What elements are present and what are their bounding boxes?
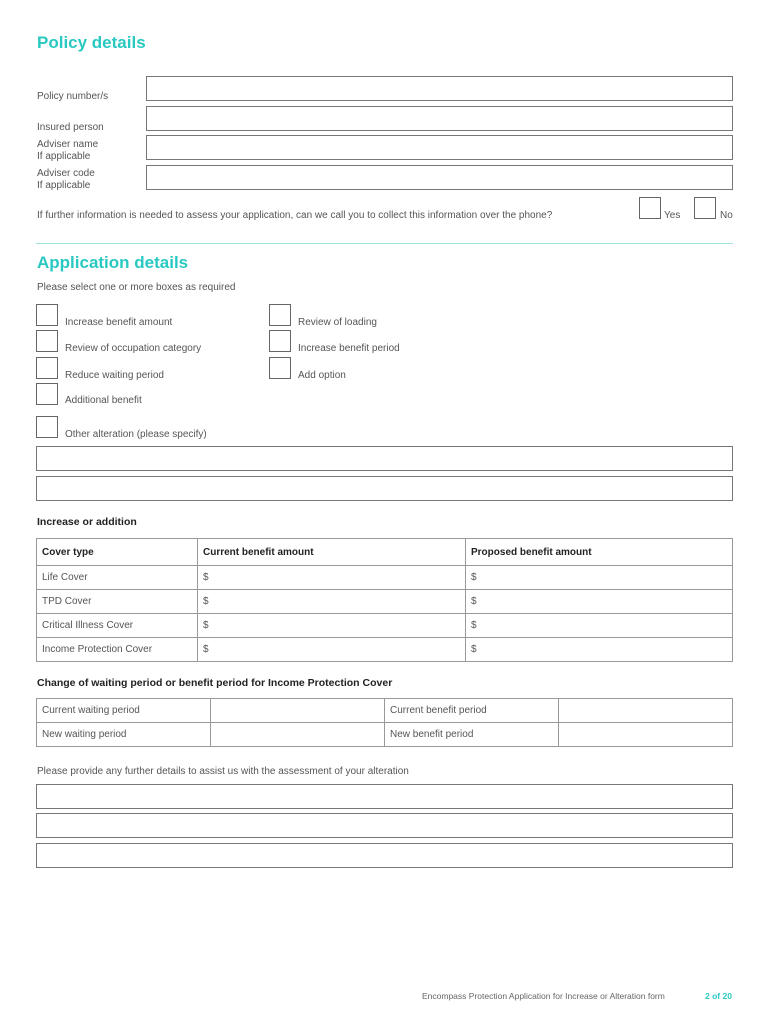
table-header: Current benefit amount [198, 539, 466, 566]
further-details-input-2[interactable] [36, 813, 733, 838]
additional-benefit-checkbox[interactable] [36, 383, 58, 405]
add-option-checkbox[interactable] [269, 357, 291, 379]
current-waiting-input[interactable] [211, 699, 385, 723]
policy-number-input[interactable] [146, 76, 733, 101]
new-waiting-label: New waiting period [37, 723, 211, 747]
new-benefit-label: New benefit period [385, 723, 559, 747]
cover-type-cell: Life Cover [37, 566, 198, 590]
further-details-input-1[interactable] [36, 784, 733, 809]
adviser-code-label: Adviser code [37, 168, 95, 179]
phone-yes-label: Yes [664, 210, 681, 221]
waiting-period-heading: Change of waiting period or benefit period for Income Protection Cover [37, 677, 393, 689]
cover-type-cell: Income Protection Cover [37, 638, 198, 662]
further-details-label: Please provide any further details to assist us with the assessment of your alteration [37, 766, 409, 777]
application-instructions: Please select one or more boxes as required [37, 282, 236, 293]
increase-table [36, 538, 733, 662]
table-row [37, 723, 733, 747]
page-number: 2 of 20 [705, 991, 732, 1001]
reduce-waiting-checkbox[interactable] [36, 357, 58, 379]
other-alteration-input-1[interactable] [36, 446, 733, 471]
option-label: Review of occupation category [65, 343, 202, 354]
adviser-name-label: Adviser name [37, 139, 99, 150]
current-amount-cell[interactable]: $ [198, 566, 466, 590]
current-benefit-label: Current benefit period [385, 699, 559, 723]
proposed-amount-cell[interactable]: $ [466, 614, 733, 638]
adviser-name-input[interactable] [146, 135, 733, 160]
policy-details-heading: Policy details [37, 33, 146, 52]
review-loading-checkbox[interactable] [269, 304, 291, 326]
phone-no-checkbox[interactable] [694, 197, 716, 219]
cover-type-cell: Critical Illness Cover [37, 614, 198, 638]
table-header: Cover type [37, 539, 198, 566]
option-label: Additional benefit [65, 395, 142, 406]
proposed-amount-cell[interactable]: $ [466, 566, 733, 590]
other-alteration-input-2[interactable] [36, 476, 733, 501]
proposed-amount-cell[interactable]: $ [466, 590, 733, 614]
table-header-row [37, 539, 733, 566]
application-details-heading: Application details [37, 253, 189, 272]
current-amount-cell[interactable]: $ [198, 638, 466, 662]
insured-person-input[interactable] [146, 106, 733, 131]
table-row [37, 590, 733, 614]
option-label: Increase benefit amount [65, 317, 173, 328]
current-waiting-label: Current waiting period [37, 699, 211, 723]
footer-text: Encompass Protection Application for Increase or Alteration form [422, 991, 665, 1001]
waiting-period-table [36, 698, 733, 747]
table-row [37, 566, 733, 590]
other-alteration-checkbox[interactable] [36, 416, 58, 438]
option-label: Add option [298, 370, 346, 381]
phone-no-label: No [720, 210, 733, 221]
adviser-code-input[interactable] [146, 165, 733, 190]
section-divider [36, 243, 733, 244]
phone-question: If further information is needed to assess your application, can we call you to collect this information over the phone? [37, 210, 553, 221]
increase-benefit-checkbox[interactable] [36, 304, 58, 326]
phone-yes-checkbox[interactable] [639, 197, 661, 219]
option-label: Increase benefit period [298, 343, 400, 354]
current-amount-cell[interactable]: $ [198, 614, 466, 638]
table-header: Proposed benefit amount [466, 539, 733, 566]
adviser-code-sublabel: If applicable [37, 180, 91, 191]
proposed-amount-cell[interactable]: $ [466, 638, 733, 662]
option-label: Review of loading [298, 317, 377, 328]
new-waiting-input[interactable] [211, 723, 385, 747]
table-row [37, 699, 733, 723]
policy-number-label: Policy number/s [37, 91, 109, 102]
table-row [37, 614, 733, 638]
further-details-input-3[interactable] [36, 843, 733, 868]
adviser-name-sublabel: If applicable [37, 151, 91, 162]
other-alteration-label: Other alteration (please specify) [65, 429, 207, 440]
new-benefit-input[interactable] [559, 723, 733, 747]
review-occupation-checkbox[interactable] [36, 330, 58, 352]
option-label: Reduce waiting period [65, 370, 164, 381]
increase-heading: Increase or addition [37, 516, 137, 528]
current-benefit-input[interactable] [559, 699, 733, 723]
current-amount-cell[interactable]: $ [198, 590, 466, 614]
table-row [37, 638, 733, 662]
increase-benefit-period-checkbox[interactable] [269, 330, 291, 352]
cover-type-cell: TPD Cover [37, 590, 198, 614]
insured-person-label: Insured person [37, 122, 104, 133]
